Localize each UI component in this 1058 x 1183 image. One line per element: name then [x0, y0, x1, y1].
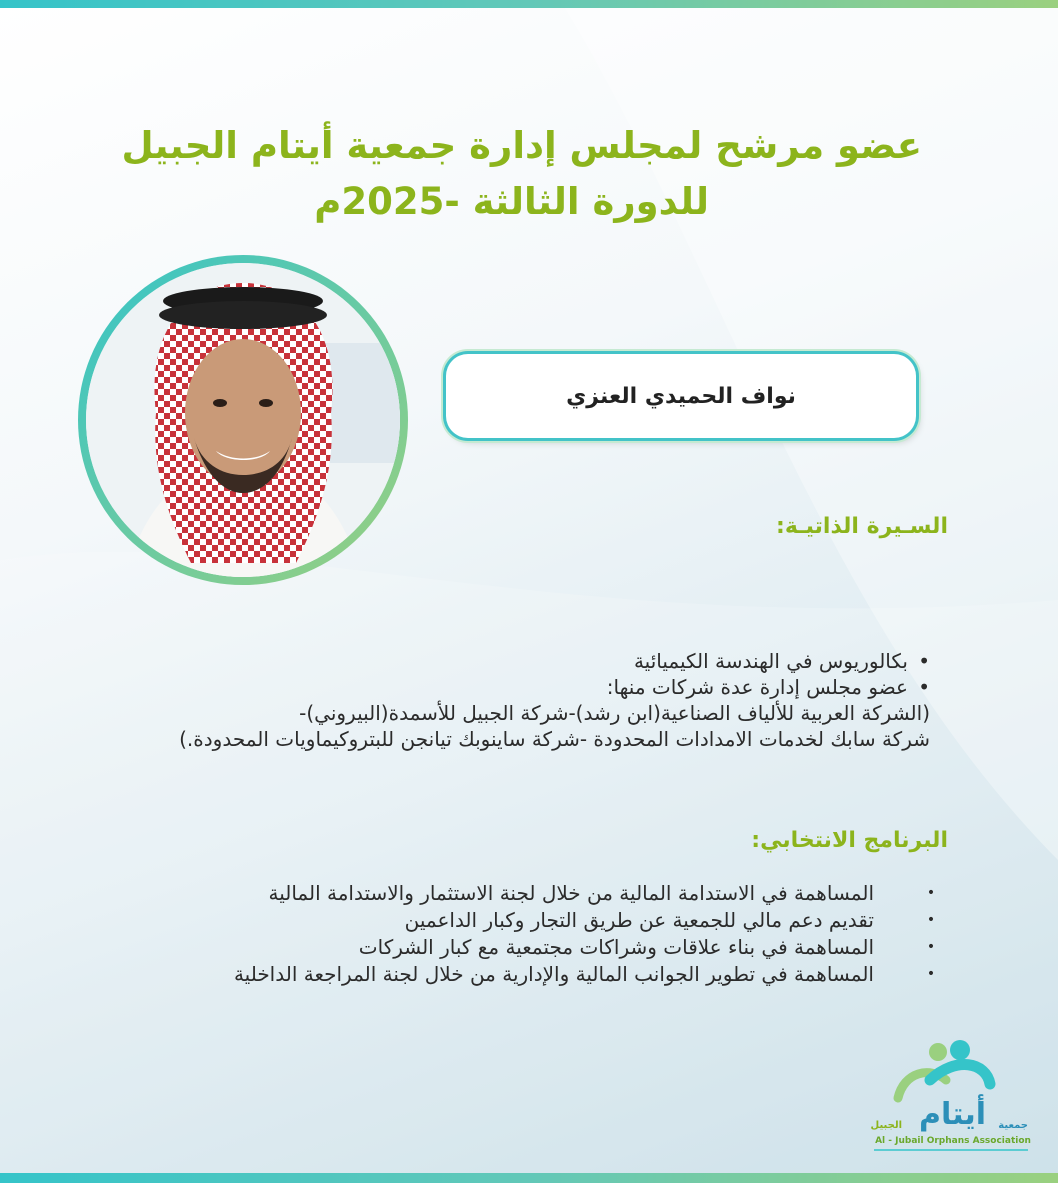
bullet-icon: • — [918, 649, 930, 673]
top-accent-bar — [0, 0, 1058, 8]
candidate-photo — [86, 263, 400, 577]
program-item-text: المساهمة في تطوير الجوانب المالية والإدارية من خلال لجنة المراجعة الداخلية — [233, 962, 874, 986]
bio-item — [50, 674, 930, 700]
bottom-accent-bar — [0, 1173, 1058, 1183]
program-item — [36, 907, 936, 934]
bullet-icon: • — [918, 675, 930, 699]
program-list — [36, 880, 936, 988]
candidate-portrait-illustration — [86, 263, 400, 577]
bio-section — [50, 648, 930, 752]
association-logo — [868, 1040, 1038, 1158]
program-item — [36, 961, 936, 988]
title-line-2: للدورة الثالثة -2025م — [314, 180, 709, 223]
bio-heading: السـيرة الذاتيـة: — [776, 514, 948, 539]
logo-org-ar: جمعية — [998, 1120, 1028, 1131]
bullet-icon: • — [926, 912, 936, 928]
bio-item — [50, 648, 930, 674]
page-title — [102, 118, 922, 230]
program-item-text: تقديم دعم مالي للجمعية عن طريق التجار وكبار الداعمين — [404, 908, 874, 932]
program-item-text: المساهمة في الاستدامة المالية من خلال لجنة الاستثمار والاستدامة المالية — [268, 881, 874, 905]
program-heading: البرنامج الانتخابي: — [751, 828, 948, 853]
title-line-1: عضو مرشح لمجلس إدارة جمعية أيتام الجبيل — [121, 124, 922, 167]
bio-item-text: عضو مجلس إدارة عدة شركات منها: — [606, 675, 908, 699]
bullet-icon: • — [926, 966, 936, 982]
bullet-icon: • — [926, 885, 936, 901]
bio-companies-line-1: (الشركة العربية للألياف الصناعية(ابن رشد)-شركة الجبيل للأسمدة(البيروني)- — [299, 701, 930, 725]
program-item — [36, 934, 936, 961]
program-item — [36, 880, 936, 907]
candidate-name-card — [446, 354, 916, 438]
logo-name-ar: أيتام — [918, 1097, 986, 1132]
candidate-name: نواف الحميدي العنزي — [566, 383, 796, 409]
bio-item-text: بكالوريوس في الهندسة الكيميائية — [633, 649, 908, 673]
program-item-text: المساهمة في بناء علاقات وشراكات مجتمعية مع كبار الشركات — [358, 935, 874, 959]
logo-city-ar: الجبيل — [870, 1120, 902, 1131]
bullet-icon: • — [926, 939, 936, 955]
bio-companies-line-2: شركة سابك لخدمات الامدادات المحدودة -شركة ساينوبك تيانجن للبتروكيماويات المحدودة.) — [179, 727, 930, 751]
logo-name-en: Al - Jubail Orphans Association — [875, 1136, 1031, 1146]
